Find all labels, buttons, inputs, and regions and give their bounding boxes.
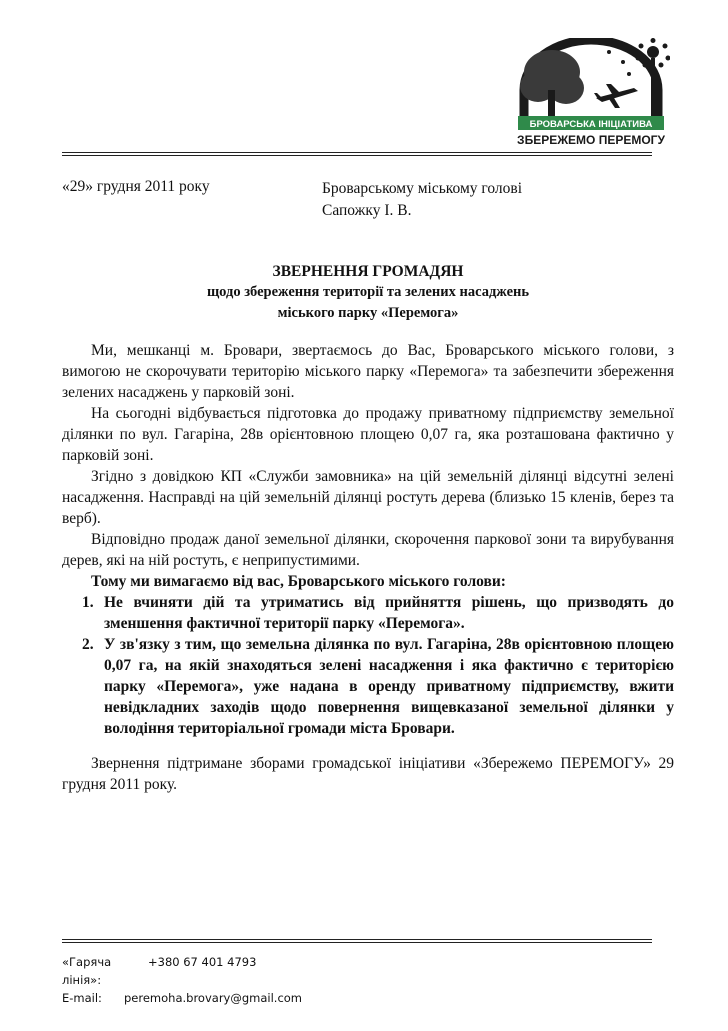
list-item-number: 2. xyxy=(82,636,94,653)
sun-icon xyxy=(636,38,671,118)
title-sub-2: міського парку «Перемога» xyxy=(277,305,459,321)
letter-body xyxy=(62,340,674,795)
title-main: ЗВЕРНЕННЯ ГРОМАДЯН xyxy=(272,263,464,280)
addressee-title: Броварському міському голові xyxy=(322,180,523,197)
list-item-text: Не вчиняти дій та утриматись від прийняття рішень, що призводять до зменшення фактичної території парку «Перемога». xyxy=(104,594,674,632)
hotline-label: «Гаряча лінія»: xyxy=(62,955,112,987)
paragraph-1: Ми, мешканці м. Бровари, звертаємось до Вас, Броварського міського голови, з вимогою не скорочувати територію міського парку «Перемога» та забезпечити збереження зелених насаджень у парковій зоні. xyxy=(62,342,674,401)
demand-heading: Тому ми вимагаємо від вас, Броварського міського голови: xyxy=(91,573,506,590)
letter-title xyxy=(62,261,674,324)
hotline-number: +380 67 401 4793 xyxy=(148,955,257,969)
demands-list xyxy=(62,592,674,739)
list-item-number: 1. xyxy=(82,594,94,611)
organization-logo xyxy=(512,38,670,150)
list-item xyxy=(62,592,674,634)
letter-date: «29» грудня 2011 року xyxy=(62,178,210,195)
logo-line2: ЗБЕРЕЖЕМО ПЕРЕМОГУ xyxy=(517,133,665,147)
paragraph-3: Згідно з довідкою КП «Служби замовника» на цій земельній ділянці відсутні зелені насадження. Насправді на цій земельній ділянці ростуть дерева (близько 15 кленів, берез та верб). xyxy=(62,468,674,527)
closing-paragraph: Звернення підтримане зборами громадської ініціативи «Збережемо ПЕРЕМОГУ» 29 грудня 2011 року. xyxy=(62,755,674,793)
email-label: E-mail: xyxy=(62,991,102,1005)
title-sub-1: щодо збереження території та зелених насаджень xyxy=(206,284,530,300)
addressee-name: Сапожку І. В. xyxy=(322,202,412,219)
header-divider xyxy=(62,152,652,156)
paragraph-2: На сьогодні відбувається підготовка до продажу приватному підприємству земельної ділянки по вул. Гагаріна, 28в орієнтовною площею 0,07 га, яка розташована фактично у парковій зоні. xyxy=(62,405,674,464)
addressee xyxy=(322,178,522,222)
list-item xyxy=(62,634,674,739)
list-item-text: У зв'язку з тим, що земельна ділянка по вул. Гагаріна, 28в орієнтовною площею 0,07 га, на якій знаходяться зелені насадження і яка фактично є територією парку «Перемога», уже надана в оренду приватному підприємству, вжити невідкладних заходів щодо повернення вищевказаної земельної ділянки у володіння територіальної громади міста Бровари. xyxy=(104,636,674,737)
footer-divider xyxy=(62,939,652,943)
tree-icon xyxy=(520,50,584,126)
contact-footer xyxy=(62,953,302,1007)
paragraph-4: Відповідно продаж даної земельної ділянки, скорочення паркової зони та вирубування дерев, які на ній ростуть, є неприпустимими. xyxy=(62,531,674,569)
logo-line1: БРОВАРСЬКА ІНІЦІАТИВА xyxy=(529,119,653,130)
email-address[interactable]: peremoha.brovary@gmail.com xyxy=(124,991,303,1005)
airplane-icon xyxy=(594,84,638,108)
